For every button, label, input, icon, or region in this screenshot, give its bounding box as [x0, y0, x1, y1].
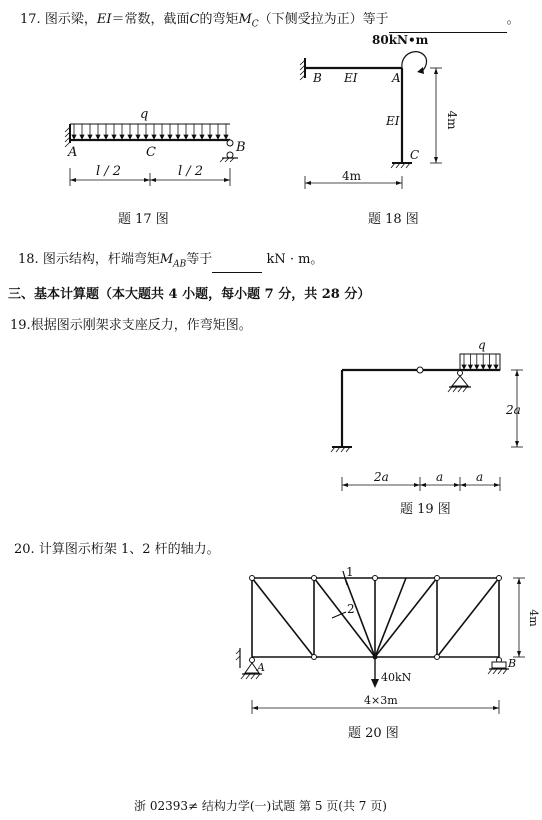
- f20-member1: 1: [346, 565, 354, 579]
- f18-C-label: C: [410, 148, 420, 162]
- f17-C-label: C: [146, 145, 156, 160]
- f19-d2: a: [436, 470, 444, 484]
- f20-B-label: B: [508, 657, 517, 670]
- f20-span-dim: 4×3m: [364, 694, 398, 707]
- f20-member2: 2: [347, 602, 355, 616]
- f20-load-label: 40kN: [381, 671, 412, 684]
- f18-A-label: A: [392, 71, 401, 85]
- f17-dim1: l / 2: [96, 164, 122, 179]
- f18-B-label: B: [313, 71, 322, 85]
- f19-q-label: q: [478, 338, 486, 352]
- f20-A-label: A: [257, 661, 265, 674]
- f20-h-dim: 4m: [527, 609, 540, 627]
- q20-stem: 20. 计算图示桁架 1、2 杆的轴力。: [14, 542, 220, 557]
- f17-dim2: l / 2: [178, 164, 204, 179]
- fig18-caption: 题 18 图: [368, 212, 419, 227]
- page-footer: 浙 02393≠ 结构力学(一)试题 第 5 页(共 7 页): [134, 799, 387, 813]
- f17-A-label: A: [68, 145, 78, 160]
- f18-moment-label: 80kN•m: [372, 33, 429, 47]
- fig17-caption: 题 17 图: [118, 212, 169, 227]
- f18-h-dim: 4m: [445, 110, 459, 130]
- f19-d3: a: [476, 470, 484, 484]
- f17-q-label: q: [140, 107, 149, 122]
- f18-w-dim: 4m: [342, 169, 362, 183]
- f18-EI-h: EI: [344, 71, 358, 85]
- f18-EI-v: EI: [386, 114, 400, 128]
- q18-stem: 18. 图示结构，杆端弯矩$M_{AB}$等于 kN · m。: [18, 252, 323, 273]
- fig20-caption: 题 20 图: [348, 726, 399, 741]
- f19-h-dim: 2a: [506, 403, 521, 417]
- q19-stem: 19.根据图示刚架求支座反力，作弯矩图。: [10, 318, 252, 333]
- section3-title: 三、基本计算题（本大题共 4 小题，每小题 7 分，共 28 分）: [8, 287, 371, 302]
- q17-stem: 17. 图示梁，EI＝常数，截面C的弯矩$M_C$（下侧受拉为正）等于 。: [20, 12, 520, 33]
- fig19-caption: 题 19 图: [400, 502, 451, 517]
- f17-B-label: B: [236, 140, 246, 155]
- f19-d1: 2a: [374, 470, 389, 484]
